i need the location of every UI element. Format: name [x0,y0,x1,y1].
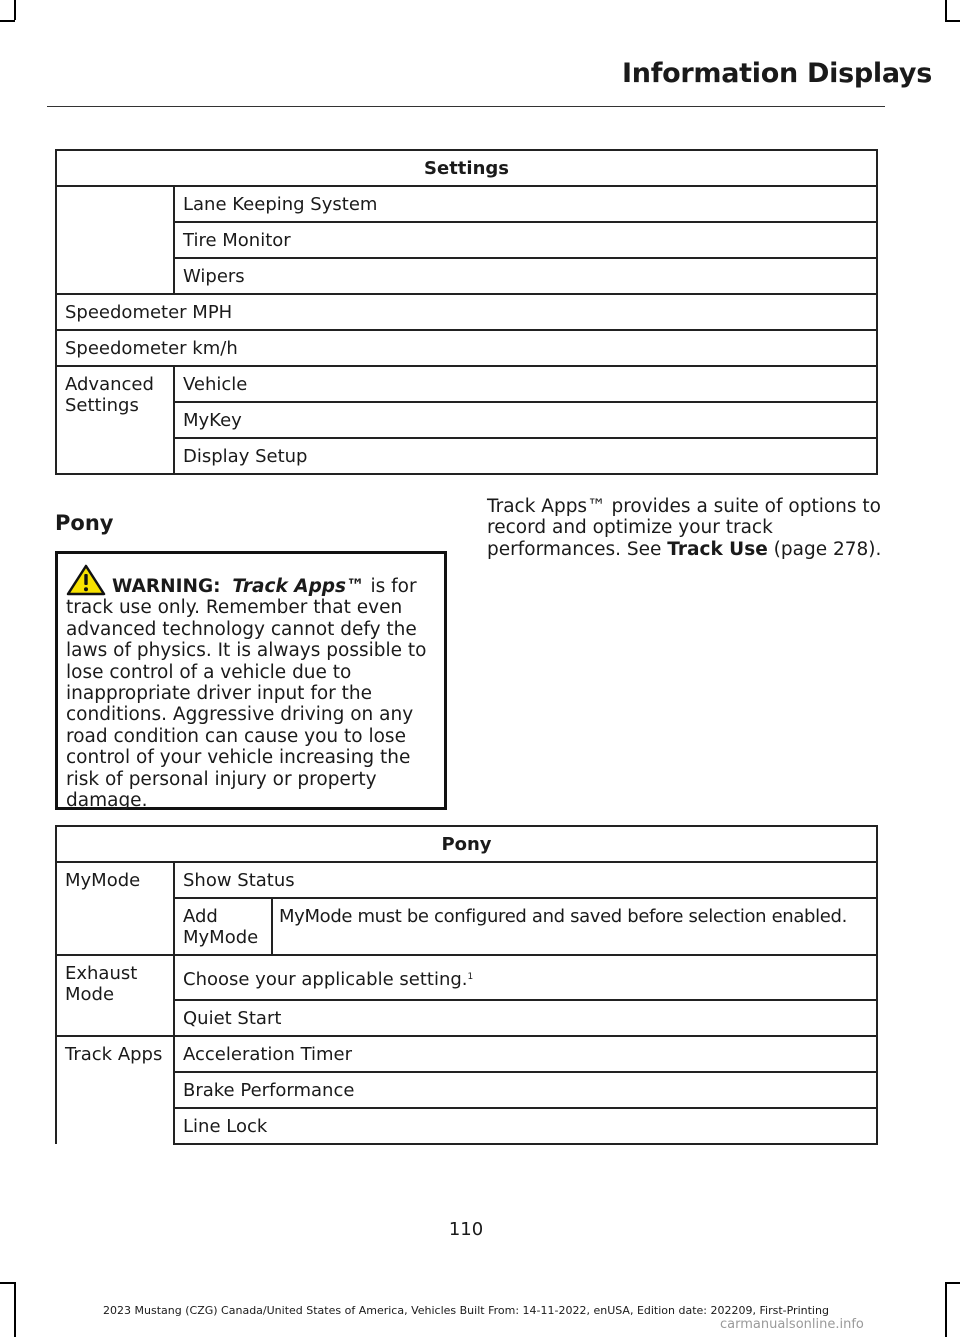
table-cell: Acceleration Timer [174,1036,877,1072]
warning-text: is for track use only. Remember that even advanced technology cannot defy the laws of physics. It is always possible to lose control of a vehicle due to inappropriate driver input for the conditions. Aggressive driving on any road condition can cause you to lose control of your vehicle increasing the risk of personal injury or property damage. [66,576,427,812]
warning-box [55,551,447,810]
track-use-link[interactable]: Track Use [667,538,768,560]
footer-text: 2023 Mustang (CZG) Canada/United States of America, Vehicles Built From: 14-11-2022, enUSA, Edition date: 202209, First-Printing [103,1304,829,1317]
warning-triangle-icon [66,564,106,596]
table-row [56,862,877,898]
table-row [56,330,877,366]
page-title: Information Displays [622,58,932,89]
paragraph-text: Track Apps™ provides a suite of options to record and optimize your track performances. See [487,496,881,560]
table-row [56,438,877,474]
table-cell: MyKey [174,402,877,438]
page-reference: (page 278). [773,538,882,560]
table-cell: Line Lock [174,1108,877,1144]
table-row [56,1072,877,1108]
crop-mark [0,20,15,22]
table-row [56,258,877,294]
table-cell: Track Apps [56,1036,174,1144]
table-row [56,898,877,955]
page-number: 110 [448,1219,484,1240]
table-row [56,402,877,438]
table-row [56,366,877,402]
table-title: Pony [56,826,877,862]
table-row [56,1000,877,1036]
table-cell: Brake Performance [174,1072,877,1108]
section-heading: Pony [55,511,114,535]
track-apps-paragraph [487,496,887,560]
table-cell: MyMode [56,862,174,955]
table-row [56,1036,877,1072]
settings-table [55,149,878,475]
exhaust-setting-text: Choose your applicable setting. [183,969,468,990]
crop-mark [945,20,960,22]
table-cell: Add MyMode [174,898,272,955]
watermark-text: carmanualsonline.info [720,1317,864,1332]
table-cell [56,186,174,294]
table-cell: Wipers [174,258,877,294]
warning-track-apps: Track Apps™ [232,576,365,597]
table-cell: Quiet Start [174,1000,877,1036]
table-cell: Speedometer km/h [56,330,877,366]
table-cell: Vehicle [174,366,877,402]
warning-label: WARNING: [112,576,221,597]
crop-mark [0,1282,15,1284]
table-title: Settings [56,150,877,186]
table-cell: Tire Monitor [174,222,877,258]
table-cell: Lane Keeping System [174,186,877,222]
table-row [56,955,877,1000]
header-divider [47,106,885,107]
table-cell: Advanced Settings [56,366,174,474]
table-cell: Show Status [174,862,877,898]
table-cell: MyMode must be configured and saved before selection enabled. [272,898,877,955]
footnote-marker: 1 [467,972,474,982]
pony-table [55,825,878,1145]
table-cell: Speedometer MPH [56,294,877,330]
crop-mark [945,1282,947,1337]
table-row [56,186,877,222]
table-cell: Display Setup [174,438,877,474]
crop-mark [945,0,947,20]
table-row [56,222,877,258]
table-row [56,1108,877,1144]
crop-mark [945,1282,960,1284]
table-cell: Exhaust Mode [56,955,174,1036]
table-cell [174,955,877,1000]
crop-mark [14,0,16,20]
table-row [56,294,877,330]
